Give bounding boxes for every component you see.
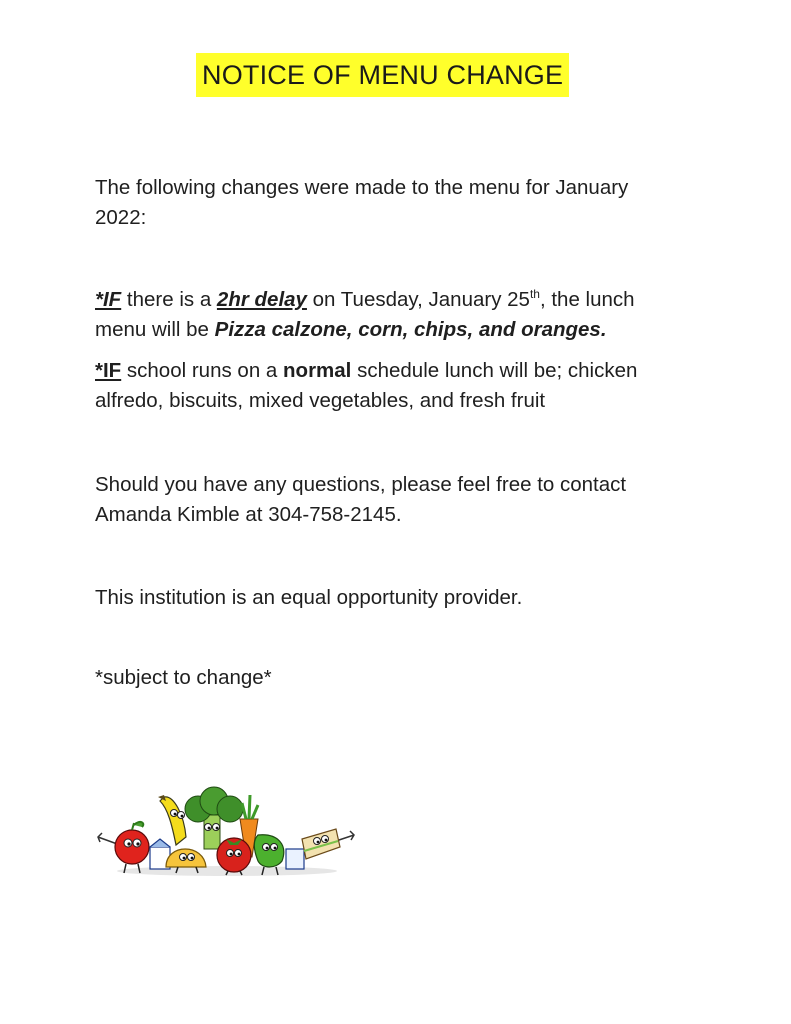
food-characters-clipart-icon: [92, 785, 362, 880]
delay-paragraph: [95, 285, 675, 345]
date-ordinal: th: [529, 287, 540, 302]
delay-menu: Pizza calzone, corn, chips, and oranges.: [214, 318, 607, 341]
if-label: *IF: [95, 288, 122, 311]
normal-label: normal: [283, 359, 352, 382]
normal-text-b: schedule lunch will be; chicken alfredo, biscuits, mixed vegetables, and fresh fruit: [95, 359, 638, 412]
delay-text-c: , the lunch menu will be: [95, 288, 635, 341]
delay-label: 2hr delay: [216, 288, 307, 311]
if-label: *IF: [95, 359, 122, 382]
normal-text-a: school runs on a: [121, 359, 284, 382]
disclaimer: *subject to change*: [95, 666, 272, 689]
equal-opportunity-statement: This institution is an equal opportunity provider.: [95, 586, 523, 609]
contact-paragraph: Should you have any questions, please feel free to contact Amanda Kimble at 304-758-2145.: [95, 473, 627, 526]
delay-text-b: on Tuesday, January 25: [306, 288, 530, 311]
intro-paragraph: The following changes were made to the menu for January 2022:: [95, 176, 629, 229]
delay-text-a: there is a: [121, 288, 217, 311]
page-title: NOTICE OF MENU CHANGE: [196, 53, 569, 97]
normal-paragraph: [95, 356, 675, 416]
